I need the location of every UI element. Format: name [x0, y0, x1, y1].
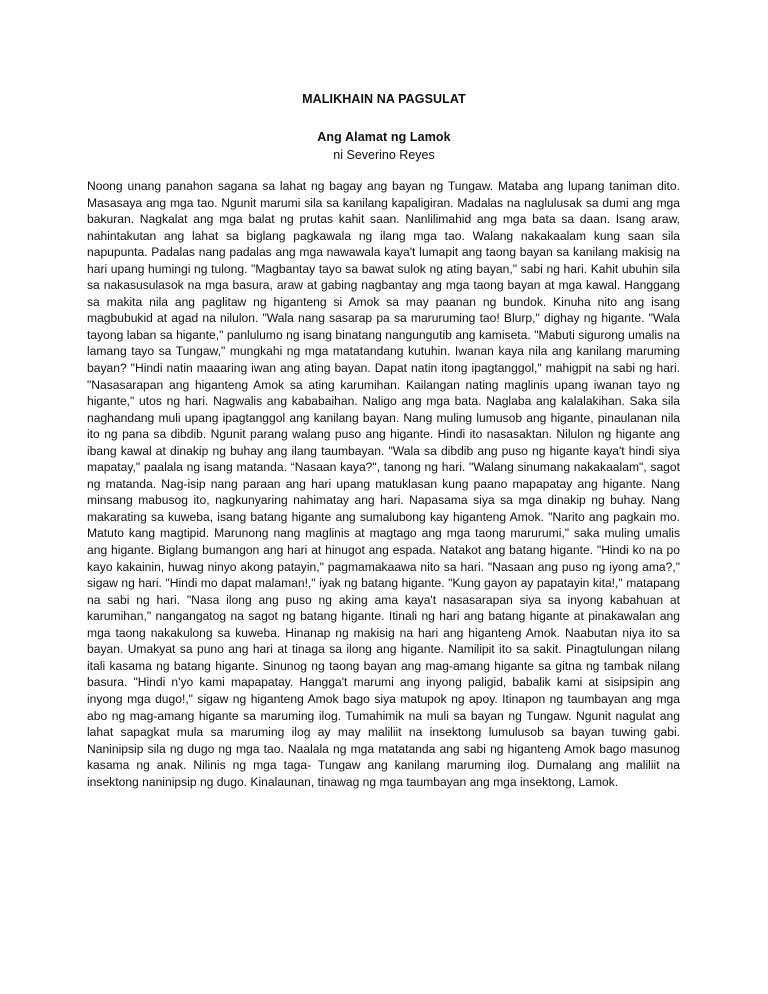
author-name: Severino Reyes: [346, 148, 435, 162]
author-prefix: ni: [333, 148, 343, 162]
story-body-paragraph: Noong unang panahon sagana sa lahat ng bagay ang bayan ng Tungaw. Mataba ang lupang taniman dito. Masasaya ang mga tao. Ngunit marumi sila sa kanilang kapaligiran. Madalas na naglulusak sa dumi ang mga bakuran. Nagkalat ang mga balat ng prutas kahit saan. Nanlilimahid ang mga bata sa daan. Isang araw, nahintakutan ang lahat sa biglang pagkawala ng ilang mga tao. Walang nakakaalam kung saan sila napupunta. Padalas nang padalas ang mga nawawala kaya't lumapit ang taong bayan sa kanilang makisig na hari upang humingi ng tulong. "Magbantay tayo sa bawat sulok ng ating bayan," sabi ng hari. Kahit ubuhin sila sa nakasusulasok na mga basura, araw at gabing nagbantay ang mga taong bayan at mga kawal. Hanggang sa makita nila ang paglitaw ng higanteng si Amok sa may paanan ng bundok. Kinuha nito ang isang magbubukid at agad na nilulon. "Wala nang sasarap pa sa maruruming tao! Blurp," dighay ng higante. "Wala tayong laban sa higante," panlulumo ng isang binatang nangungutib ang kamiseta. "Mabuti sigurong umalis na lamang tayo sa Tungaw," mungkahi ng mga matatandang kutuhin. Iwanan kaya nila ang kanilang maruming bayan? "Hindi natin maaaring iwan ang ating bayan. Dapat natin itong ipagtanggol," mahigpit na sabi ng hari. "Nasasarapan ang higanteng Amok sa ating karumihan. Kailangan nating maglinis upang iwanan tayo ng higante," utos ng hari. Nagwalis ang kababaihan. Naligo ang mga bata. Naglaba ang kalalakihan. Saka sila naghandang muli upang ipagtanggol ang kanilang bayan. Nang muling lumusob ang higante, pinaulanan nila ito ng pana sa dibdib. Ngunit parang walang puso ang higante. Hindi ito nasasaktan. Nilulon ng higante ang ibang kawal at dinakip ng buhay ang ilang taumbayan. "Wala sa dibdib ang puso ng higante kaya't hindi siya mapatay," paalala ng isang matanda. “Nasaan kaya?", tanong ng hari. "Walang sinumang nakakaalam", sagot ng matanda. Nag-isip nang paraan ang hari upang matuklasan kung paano mapapatay ang higante. Nang minsang mabusog ito, nagkunyaring nahimatay ang hari. Napasama siya sa mga dinakip ng buhay. Nang makarating sa kuweba, isang batang higante ang sumalubong kay higanteng Amok. "Narito ang pagkain mo. Matuto kang magtipid. Marunong nang maglinis at magtago ang mga taong marurumi," saka muling umalis ang higante. Biglang bumangon ang hari at hinugot ang espada. Natakot ang batang higante. "Hindi ko na po kayo kakainin, huwag ninyo akong patayin," pagmamakaawa nito sa hari. "Nasaan ang puso ng iyong ama?," sigaw ng hari. "Hindi mo dapat malaman!," iyak ng batang higante. "Kung gayon ay papatayin kita!," matapang na sabi ng hari. "Nasa ilong ang puso ng aking ama kaya't nasasarapan siya sa inyong kabahuan at karumihan," nangangatog na sagot ng batang higante. Itinali ng hari ang batang higante at pinakawalan ang mga taong nakakulong sa kuweba. Hinanap ng makisig na hari ang higanteng Amok. Naabutan niya ito sa bayan. Umakyat sa puno ang hari at tinaga sa ilong ang higante. Namilipit ito sa sakit. Pinagtulungan nilang itali kasama ng batang higante. Sinunog ng taong bayan ang mag-amang higante sa gitna ng tambak nilang basura. "Hindi n'yo kami mapapatay. Hangga't marumi ang inyong paligid, babalik kami at sisipsipin ang inyong mga dugo!," sigaw ng higanteng Amok bago siya matupok ng apoy. Itinapon ng taumbayan ang mga abo ng mag-amang higante sa maruming ilog. Tumahimik na muli sa bayan ng Tungaw. Ngunit nagulat ang lahat sapagkat mula sa maruming ilog ay may maliliit na insektong lumulusob sa bayan tuwing gabi. Naninipsip sila ng dugo ng mga tao. Naalala ng mga matatanda ang sabi ng higanteng Amok bago masunog kasama ng anak. Nilinis ng mga taga- Tungaw ang kanilang maruming ilog. Dumalang ang maliliit na insektong naninipsip ng dugo. Kinalaunan, tinawag ng mga taumbayan ang mga insektong, Lamok.: [87, 179, 680, 789]
document-title: MALIKHAIN NA PAGSULAT: [302, 92, 466, 106]
story-title: Ang Alamat ng Lamok: [317, 130, 451, 144]
author-line: [0, 148, 768, 162]
